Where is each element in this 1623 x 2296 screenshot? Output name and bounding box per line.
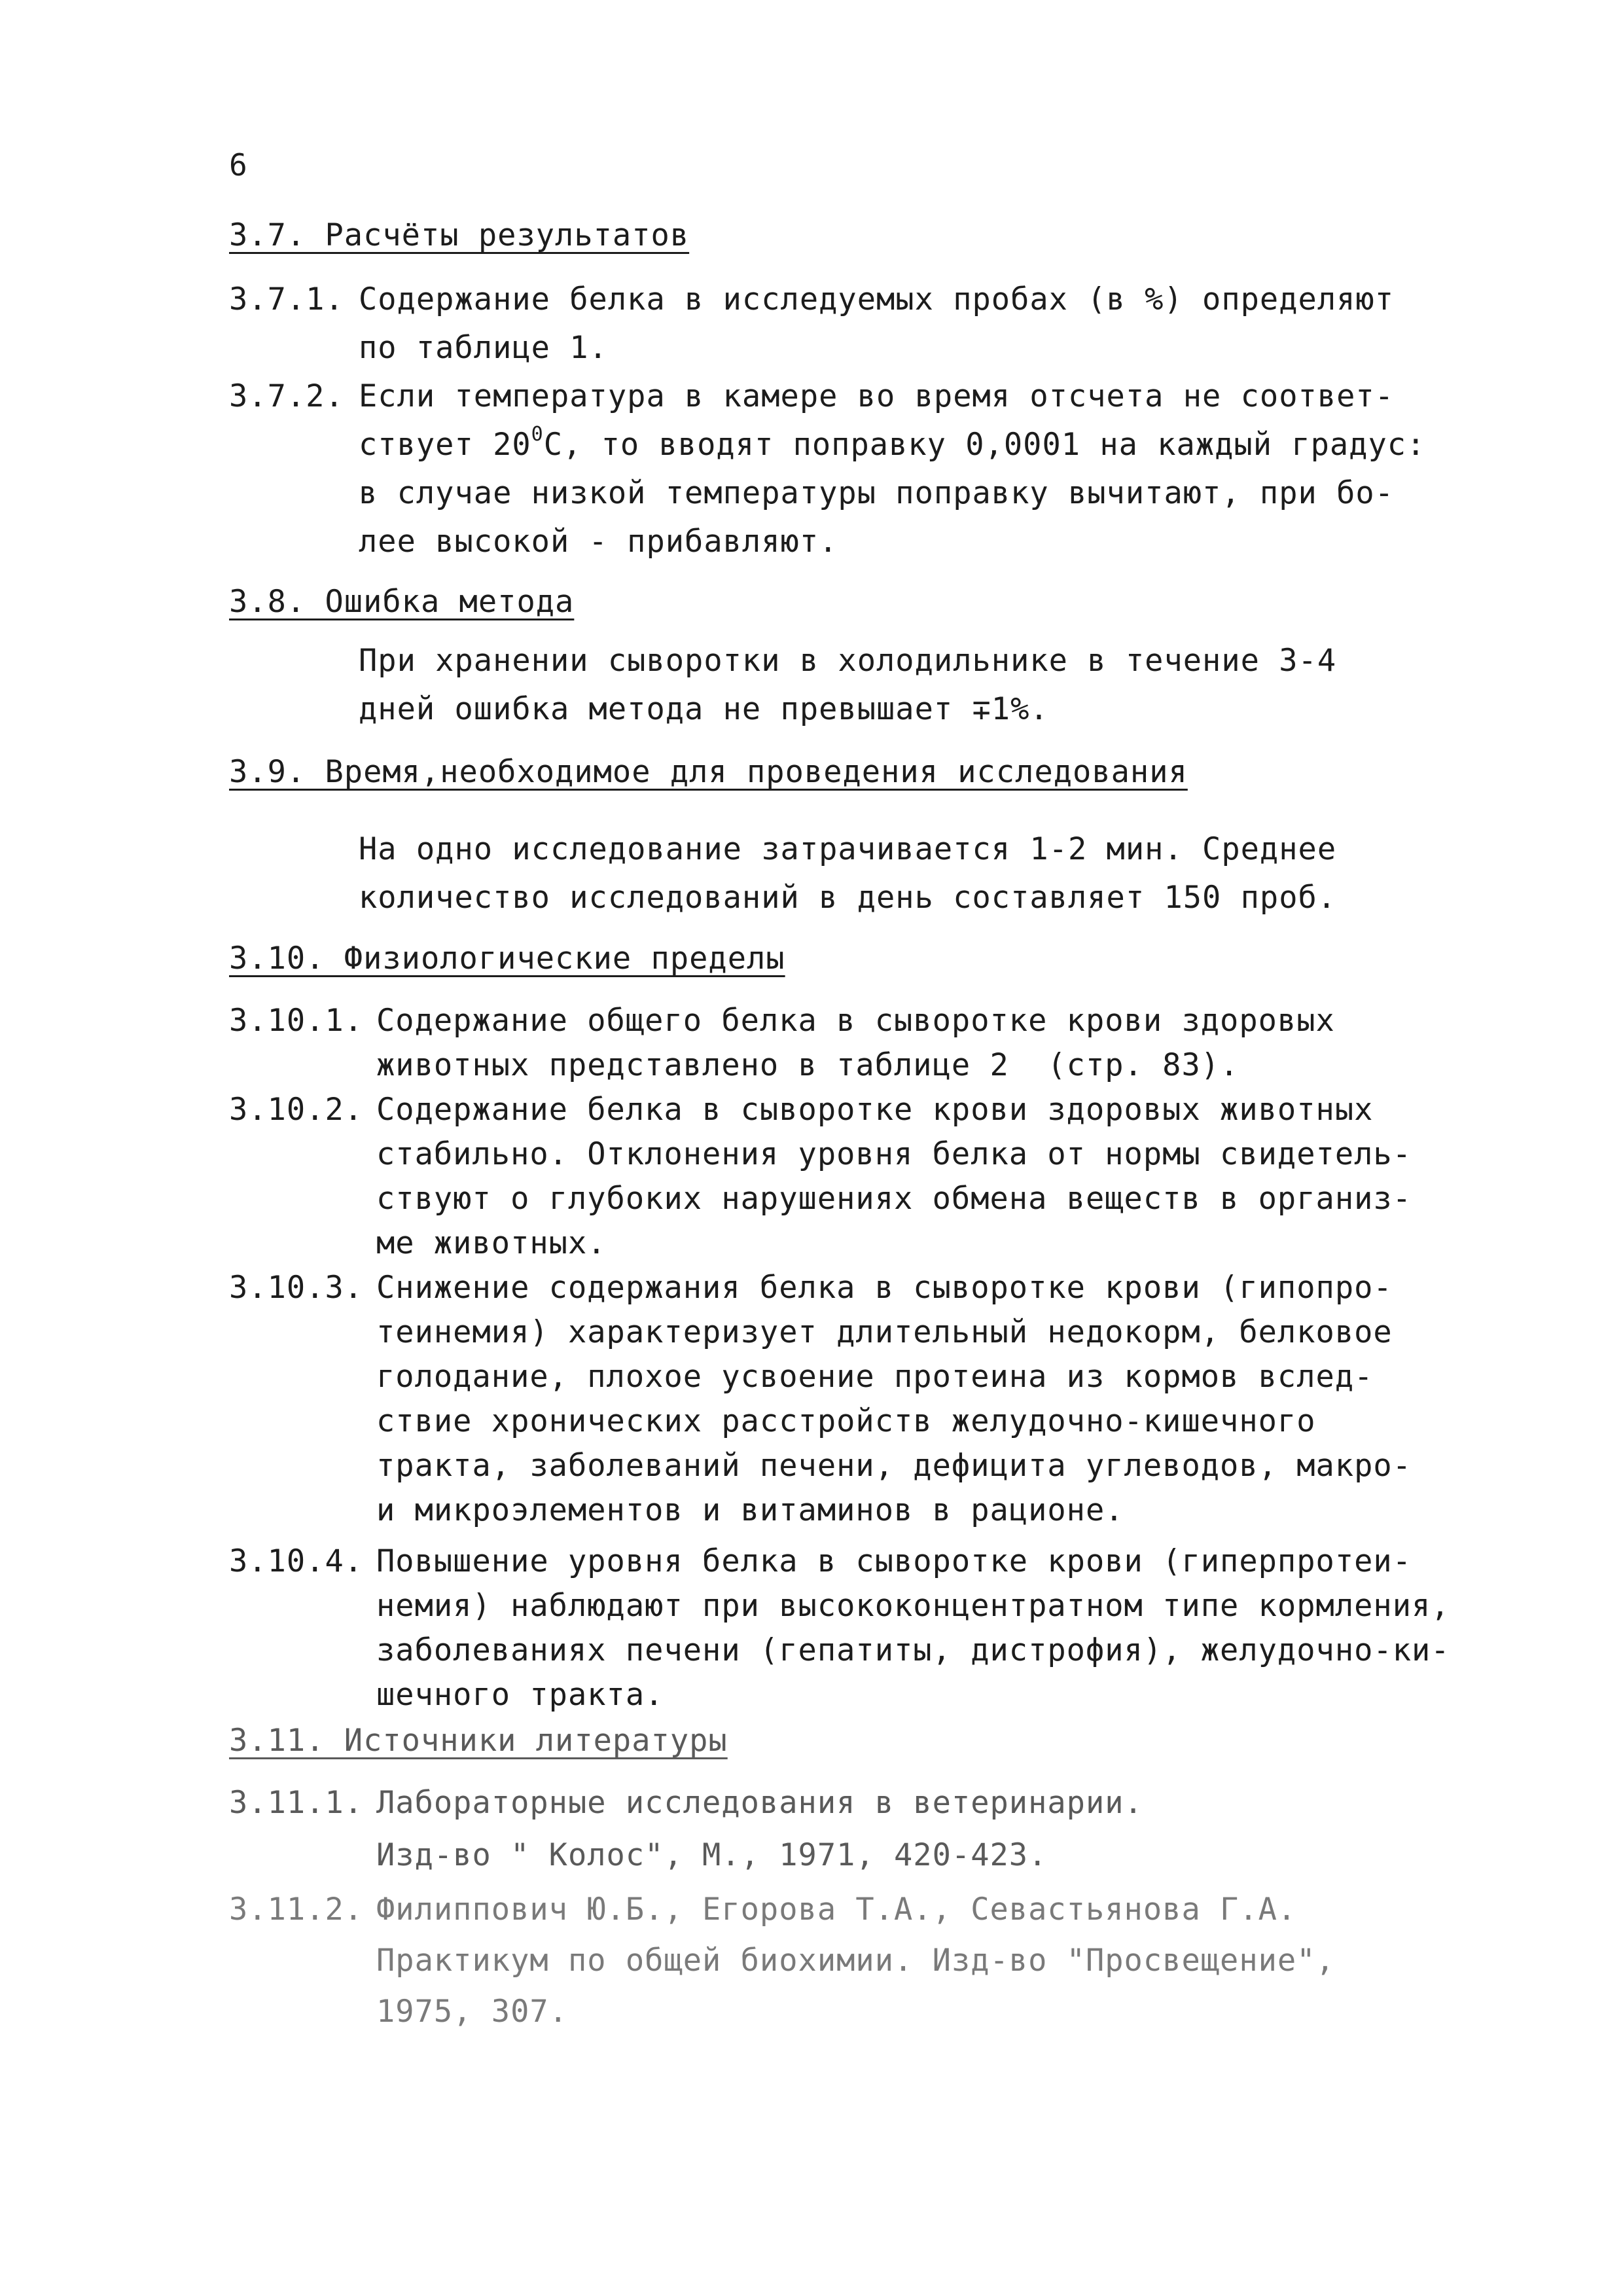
item-3-7-2-line-2-start: ствует 20 (359, 427, 531, 463)
heading-3-10: 3.10. Физиологические пределы (229, 941, 785, 977)
item-3-10-3-line-3: голодание, плохое усвоение протеина из кормов вслед- (376, 1359, 1374, 1395)
item-3-10-4-line-1: Повышение уровня белка в сыворотке крови (гиперпротеи- (376, 1543, 1412, 1579)
item-number-3-11-1: 3.11.1. (229, 1785, 364, 1821)
item-3-7-2-line-4: лее высокой - прибавляют. (359, 524, 838, 560)
section-3-9-line-1: На одно исследование затрачивается 1-2 мин. Среднее (359, 831, 1337, 867)
item-3-7-1-line-1: Содержание белка в исследуемых пробах (в %) определяют (359, 281, 1395, 317)
item-3-10-3-line-1: Снижение содержания белка в сыворотке крови (гипопро- (376, 1270, 1393, 1306)
item-3-10-2-line-1: Содержание белка в сыворотке крови здоровых животных (376, 1092, 1374, 1128)
item-3-10-3-line-2: теинемия) характеризует длительный недокорм, белковое (376, 1314, 1393, 1350)
item-3-11-1-line-1: Лабораторные исследования в ветеринарии. (376, 1785, 1143, 1821)
item-number-3-10-2: 3.10.2. (229, 1092, 364, 1128)
item-number-3-11-2: 3.11.2. (229, 1892, 364, 1928)
item-3-10-1-line-2: животных представлено в таблице 2 (стр. 83). (376, 1047, 1240, 1083)
item-3-11-1-line-2: Изд-во " Колос", М., 1971, 420-423. (376, 1837, 1048, 1873)
item-number-3-7-2: 3.7.2. (229, 378, 344, 414)
item-3-10-3-line-4: ствие хронических расстройств желудочно-кишечного (376, 1403, 1316, 1439)
item-3-10-4-line-3: заболеваниях печени (гепатиты, дистрофия), желудочно-ки- (376, 1632, 1450, 1668)
item-3-7-2-line-2-rest: С, то вводят поправку 0,0001 на каждый градус: (543, 427, 1426, 463)
heading-3-8: 3.8. Ошибка метода (229, 584, 575, 620)
item-number-3-10-1: 3.10.1. (229, 1003, 364, 1039)
item-3-10-4-line-2: немия) наблюдают при высококонцентратном типе кормления, (376, 1588, 1450, 1624)
item-3-11-2-line-3: 1975, 307. (376, 1994, 568, 2030)
item-number-3-10-3: 3.10.3. (229, 1270, 364, 1306)
item-3-11-2-line-1: Филиппович Ю.Б., Егорова Т.А., Севастьянова Г.А. (376, 1892, 1297, 1928)
item-3-7-2-line-3: в случае низкой температуры поправку вычитают, при бо- (359, 475, 1395, 511)
section-3-9-line-2: количество исследований в день составляет 150 проб. (359, 880, 1337, 916)
item-3-7-2-line-1: Если температура в камере во время отсчета не соответ- (359, 378, 1395, 414)
heading-3-9: 3.9. Время,необходимое для проведения исследования (229, 754, 1188, 790)
item-3-10-3-line-6: и микроэлементов и витаминов в рационе. (376, 1492, 1124, 1528)
page-number: 6 (229, 147, 247, 183)
heading-3-11: 3.11. Источники литературы (229, 1723, 728, 1759)
heading-3-7: 3.7. Расчёты результатов (229, 217, 690, 253)
item-number-3-10-4: 3.10.4. (229, 1543, 364, 1579)
item-3-10-1-line-1: Содержание общего белка в сыворотке крови здоровых (376, 1003, 1335, 1039)
item-3-10-4-line-4: шечного тракта. (376, 1677, 664, 1713)
section-3-8-line-2: дней ошибка метода не превышает ∓1%. (359, 691, 1049, 727)
section-3-8-line-1: При хранении сыворотки в холодильнике в течение 3-4 (359, 643, 1337, 679)
item-3-7-1-line-2: по таблице 1. (359, 330, 608, 366)
item-3-10-2-line-2: стабильно. Отклонения уровня белка от нормы свидетель- (376, 1136, 1412, 1172)
item-3-11-2-line-2: Практикум по общей биохимии. Изд-во "Просвещение", (376, 1943, 1335, 1979)
item-3-10-3-line-5: тракта, заболеваний печени, дефицита углеводов, макро- (376, 1448, 1412, 1484)
item-3-10-2-line-3: ствуют о глубоких нарушениях обмена веществ в организ- (376, 1181, 1412, 1217)
item-3-10-2-line-4: ме животных. (376, 1225, 607, 1261)
item-3-7-2-line-2 (359, 425, 1425, 465)
item-number-3-7-1: 3.7.1. (229, 281, 344, 317)
degree-superscript: 0 (531, 423, 544, 446)
